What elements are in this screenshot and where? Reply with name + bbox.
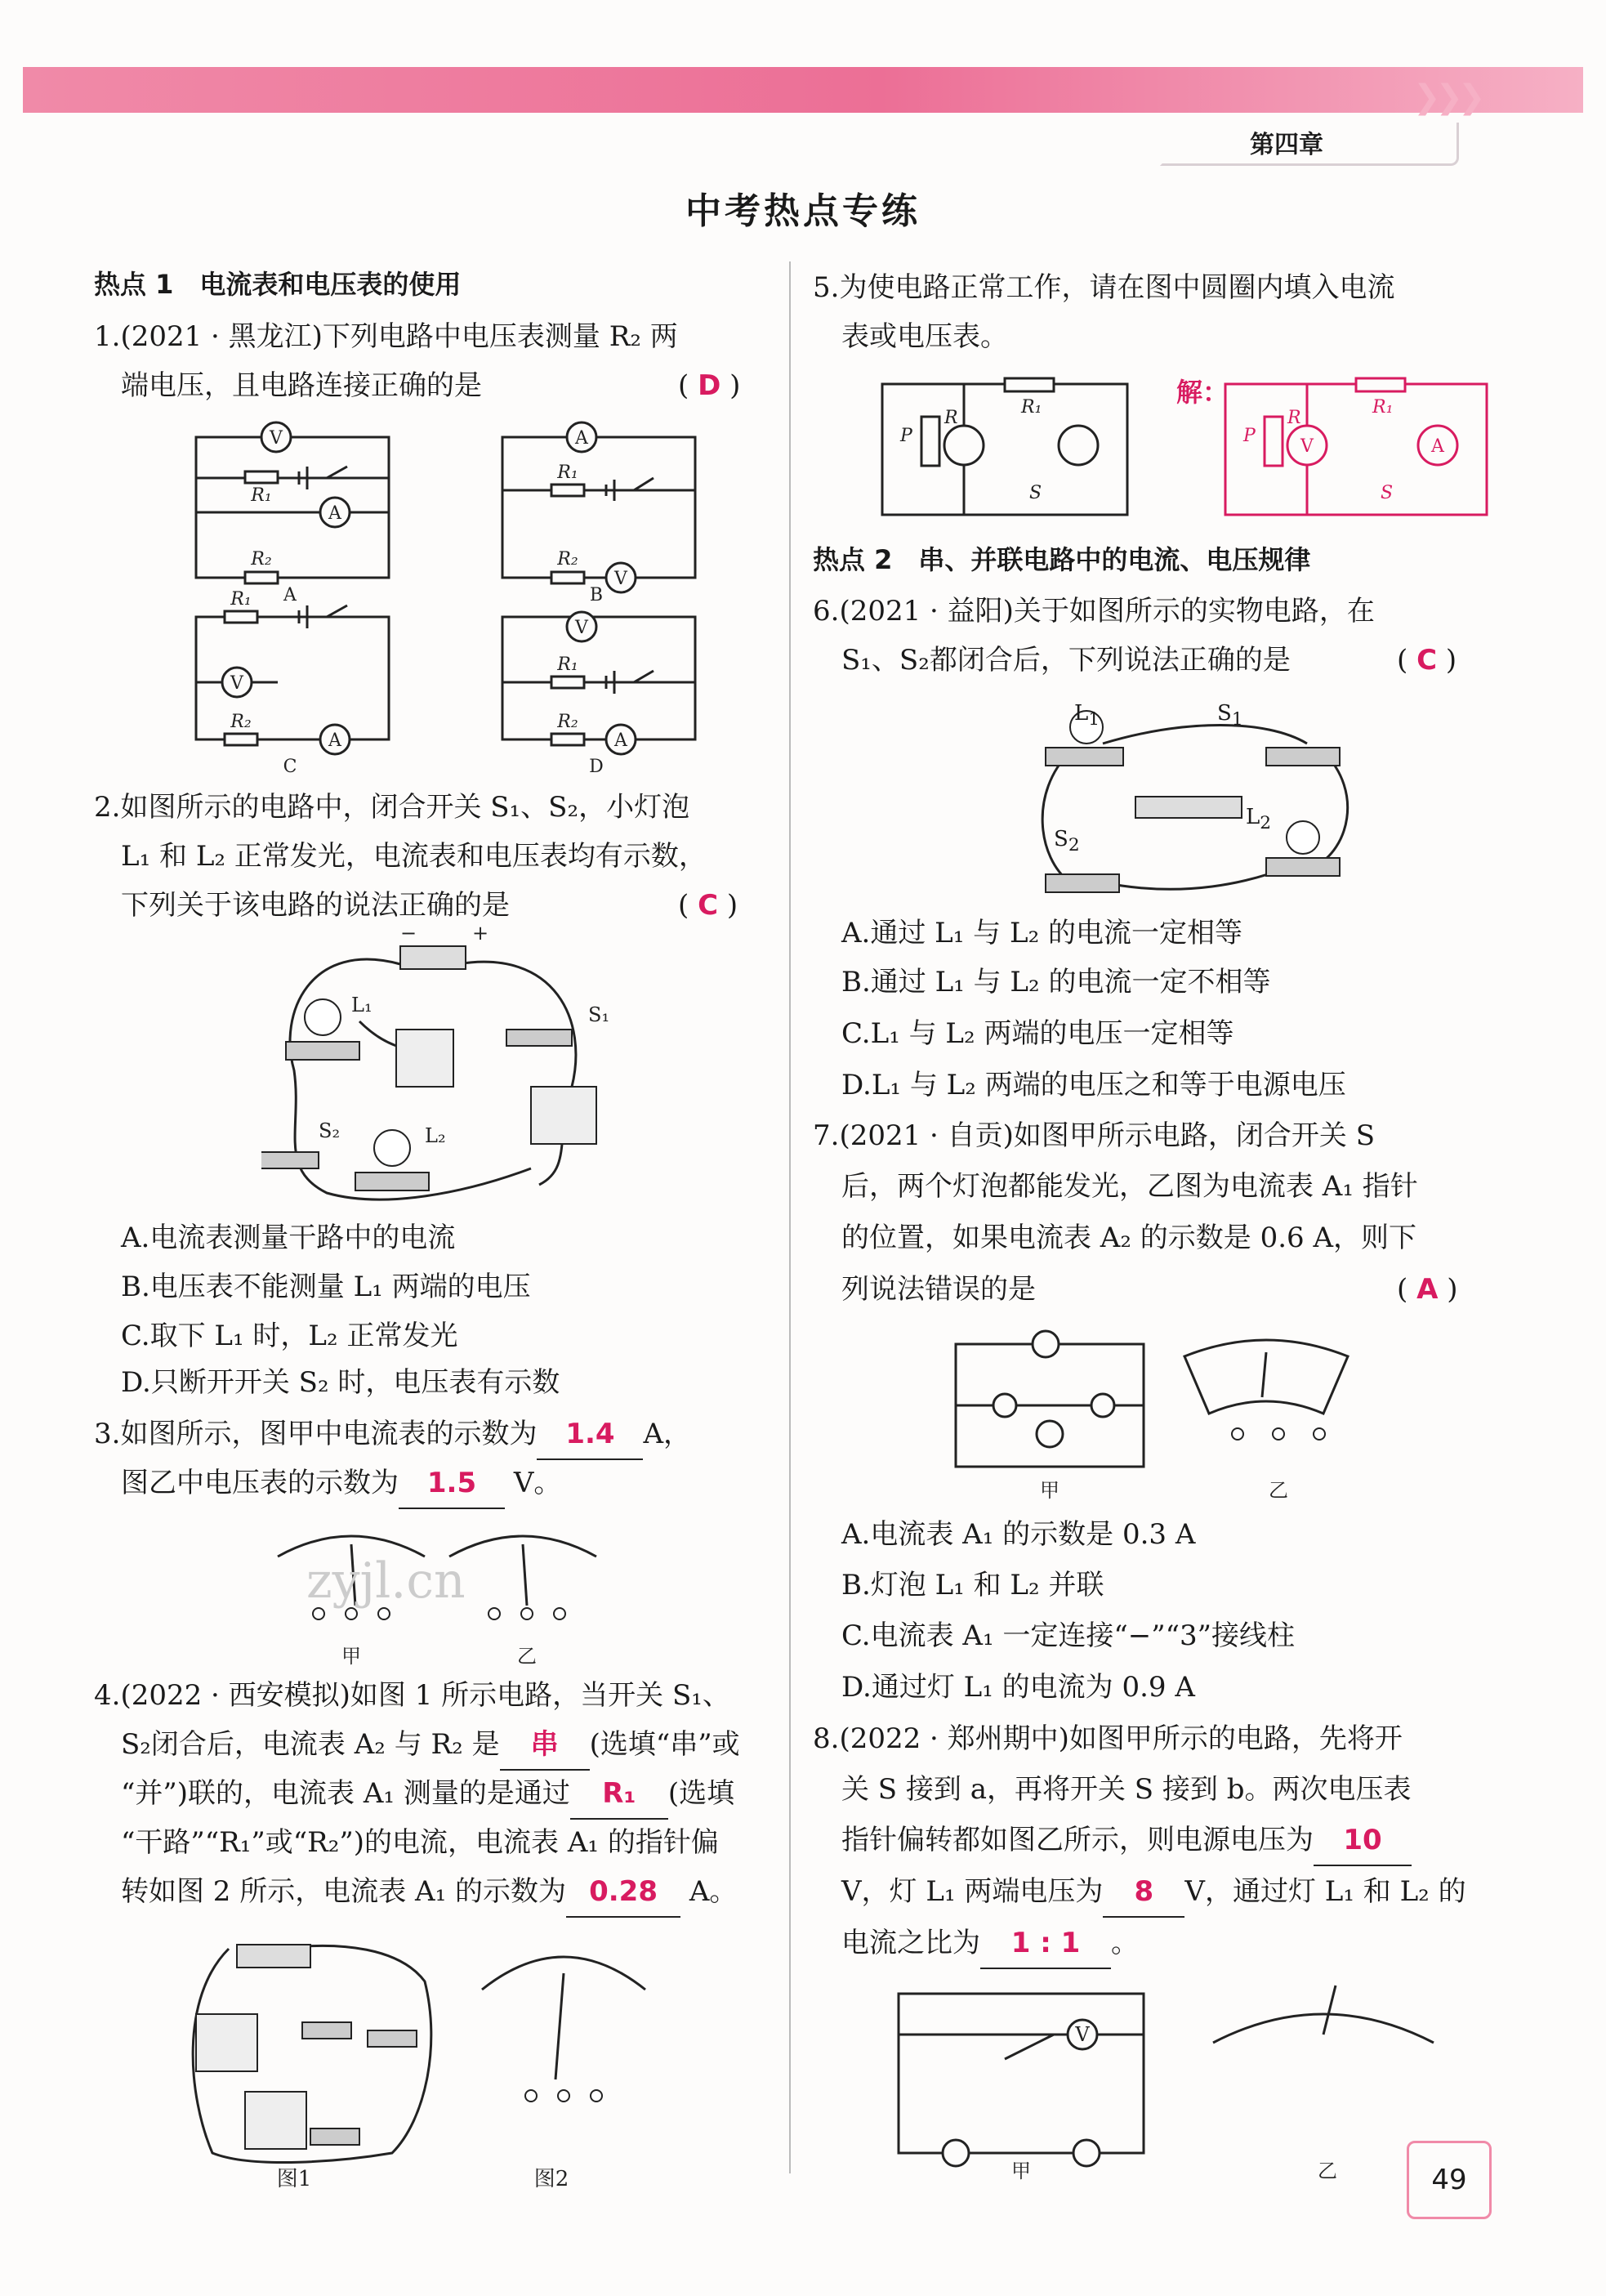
q7-option-c: C.电流表 A₁ 一定连接“−”“3”接线柱 xyxy=(841,1619,1296,1652)
svg-text:R₂: R₂ xyxy=(557,712,578,732)
chapter-label: 第四章 xyxy=(1250,131,1323,159)
q2-line3: 下列关于该电路的说法正确的是 xyxy=(121,889,510,922)
q6-l1-label: $L_1$ xyxy=(1074,701,1100,730)
q1-answer: ( D ) xyxy=(678,369,741,402)
q6-l2-label: $L_2$ xyxy=(1246,805,1272,834)
svg-text:−: − xyxy=(400,923,417,945)
svg-text:R: R xyxy=(944,408,958,428)
q8-line1: 8.(2022 · 郑州期中)如图甲所示的电路，先将开 xyxy=(813,1722,1403,1755)
q2-answer: ( C ) xyxy=(678,889,738,922)
svg-text:V: V xyxy=(575,618,588,638)
svg-text:R₁: R₁ xyxy=(1372,397,1394,418)
q2-option-c: C.取下 L₁ 时，L₂ 正常发光 xyxy=(121,1320,458,1352)
svg-text:A: A xyxy=(1431,436,1444,457)
q7-line2: 后，两个灯泡都能发光，乙图为电流表 A₁ 指针 xyxy=(841,1170,1418,1203)
q4-blank-2: 串 xyxy=(500,1720,590,1771)
q3-meter-diagrams xyxy=(261,1508,645,1671)
svg-text:R₁: R₁ xyxy=(230,589,252,610)
svg-text:S₁: S₁ xyxy=(588,1003,610,1026)
q2-physical-circuit xyxy=(261,923,629,1217)
svg-text:R₁: R₁ xyxy=(557,654,578,675)
q8-line5: 电流之比为 1 : 1 。 xyxy=(841,1919,1139,1969)
q8-blank-4: 8 xyxy=(1103,1867,1184,1918)
q4-blank-3: R₁ xyxy=(570,1769,668,1820)
q2-option-d: D.只断开开关 S₂ 时，电压表有示数 xyxy=(121,1366,560,1399)
svg-text:B: B xyxy=(589,585,604,605)
q8-blank-3: 10 xyxy=(1314,1816,1412,1866)
section-heading-1: 热点 1 电流表和电压表的使用 xyxy=(94,269,462,300)
q7-answer: ( A ) xyxy=(1397,1273,1458,1306)
q7-figures xyxy=(939,1324,1479,1503)
q3-line2: 图乙中电压表的示数为 1.5 V。 xyxy=(121,1458,561,1509)
q5-circuit-solution xyxy=(1209,368,1519,531)
q5-solution-label: 解： xyxy=(1176,377,1229,408)
svg-text:V: V xyxy=(614,569,627,589)
svg-text:V: V xyxy=(1300,436,1314,457)
q6-s2-label: $S_2$ xyxy=(1054,827,1080,856)
svg-text:L₂: L₂ xyxy=(425,1124,446,1147)
svg-text:A: A xyxy=(283,585,297,605)
page-title: 中考热点专练 xyxy=(685,190,921,232)
chevron-right-icon: ❯❯❯ xyxy=(1413,78,1481,116)
svg-text:A: A xyxy=(575,428,588,449)
q6-option-d: D.L₁ 与 L₂ 两端的电压之和等于电源电压 xyxy=(841,1069,1346,1101)
q5-line2: 表或电压表。 xyxy=(841,320,1008,353)
q8-line4: V，灯 L₁ 两端电压为 8 V，通过灯 L₁ 和 L₂ 的 xyxy=(841,1867,1466,1918)
q4-line5: 转如图 2 所示，电流表 A₁ 的示数为 0.28 A。 xyxy=(121,1867,737,1918)
q8-line2: 关 S 接到 a，再将开关 S 接到 b。两次电压表 xyxy=(841,1773,1412,1806)
svg-text:甲: 甲 xyxy=(1040,1479,1060,1502)
svg-text:甲: 甲 xyxy=(341,1645,361,1668)
svg-text:R: R xyxy=(1287,408,1301,428)
q5-line1: 5.为使电路正常工作，请在图中圆圈内填入电流 xyxy=(813,271,1395,304)
q1-line1: 1.(2021 · 黑龙江)下列电路中电压表测量 R₂ 两 xyxy=(94,320,678,353)
q4-line3: “并”)联的，电流表 A₁ 测量的是通过 R₁ (选填 xyxy=(121,1769,734,1820)
q7-option-d: D.通过灯 L₁ 的电流为 0.9 A xyxy=(841,1671,1195,1704)
svg-text:A: A xyxy=(328,730,341,751)
svg-text:S: S xyxy=(1029,483,1042,503)
q6-option-b: B.通过 L₁ 与 L₂ 的电流一定不相等 xyxy=(841,966,1271,998)
q8-line3: 指针偏转都如图乙所示，则电源电压为 10 xyxy=(841,1816,1412,1866)
column-divider xyxy=(789,261,791,2173)
q4-line2: S₂闭合后，电流表 A₂ 与 R₂ 是 串 (选填“串”或 xyxy=(121,1720,740,1771)
q2-option-b: B.电压表不能测量 L₁ 两端的电压 xyxy=(121,1271,531,1303)
q7-option-b: B.灯泡 L₁ 和 L₂ 并联 xyxy=(841,1569,1104,1601)
svg-text:R₁: R₁ xyxy=(1021,397,1042,418)
svg-text:图1: 图1 xyxy=(276,2167,312,2191)
svg-text:乙: 乙 xyxy=(1318,2160,1337,2182)
q6-answer: ( C ) xyxy=(1397,644,1457,677)
svg-text:乙: 乙 xyxy=(1269,1479,1288,1502)
svg-text:R₁: R₁ xyxy=(251,485,272,506)
svg-text:V: V xyxy=(1075,2023,1090,2046)
svg-text:P: P xyxy=(1243,426,1256,446)
svg-text:C: C xyxy=(283,757,297,777)
q6-line2: S₁、S₂都闭合后，下列说法正确的是 xyxy=(841,644,1291,677)
svg-text:D: D xyxy=(589,757,604,777)
q6-option-c: C.L₁ 与 L₂ 两端的电压一定相等 xyxy=(841,1017,1234,1050)
svg-text:zyjl.cn: zyjl.cn xyxy=(306,1552,466,1610)
q2-option-a: A.电流表测量干路中的电流 xyxy=(121,1222,456,1254)
q2-line2: L₁ 和 L₂ 正常发光，电流表和电压表均有示数， xyxy=(121,840,707,873)
page-number: 49 xyxy=(1407,2141,1492,2219)
q8-blank-5: 1 : 1 xyxy=(980,1919,1111,1969)
svg-text:S: S xyxy=(1381,483,1394,503)
svg-text:+: + xyxy=(472,923,489,945)
q4-line1: 4.(2022 · 西安模拟)如图 1 所示电路，当开关 S₁、 xyxy=(94,1679,730,1712)
q2-line1: 2.如图所示的电路中，闭合开关 S₁、S₂，小灯泡 xyxy=(94,791,690,824)
q6-s1-label: $S_1$ xyxy=(1217,701,1243,730)
q7-line3: 的位置，如果电流表 A₂ 的示数是 0.6 A，则下 xyxy=(841,1222,1417,1254)
section-heading-2: 热点 2 串、并联电路中的电流、电压规律 xyxy=(813,544,1311,575)
svg-text:图2: 图2 xyxy=(533,2167,569,2191)
q3-blank-1: 1.4 xyxy=(537,1409,643,1460)
q1-circuit-diagrams xyxy=(180,413,752,797)
svg-text:V: V xyxy=(270,428,283,449)
svg-text:R₂: R₂ xyxy=(230,712,252,732)
q4-line4: “干路”“R₁”或“R₂”)的电流，电流表 A₁ 的指针偏 xyxy=(121,1826,719,1859)
q3-blank-2: 1.5 xyxy=(399,1458,505,1509)
q7-line4: 列说法错误的是 xyxy=(841,1273,1036,1306)
svg-text:A: A xyxy=(614,730,627,751)
svg-text:R₂: R₂ xyxy=(557,549,578,570)
q1-line2: 端电压，且电路连接正确的是 xyxy=(121,369,482,402)
q4-blank-5: 0.28 xyxy=(566,1867,680,1918)
q6-line1: 6.(2021 · 益阳)关于如图所示的实物电路，在 xyxy=(813,595,1375,628)
q4-figures xyxy=(180,1916,711,2194)
svg-text:R₂: R₂ xyxy=(251,549,272,570)
svg-text:L₁: L₁ xyxy=(351,994,373,1016)
q5-circuit-question xyxy=(866,368,1176,531)
svg-text:甲: 甲 xyxy=(1011,2160,1031,2182)
q8-figures xyxy=(890,1977,1479,2182)
svg-text:P: P xyxy=(900,426,912,446)
q7-line1: 7.(2021 · 自贡)如图甲所示电路，闭合开关 S xyxy=(813,1119,1376,1152)
header-band xyxy=(23,67,1583,113)
svg-text:R₁: R₁ xyxy=(557,462,578,483)
q7-option-a: A.电流表 A₁ 的示数是 0.3 A xyxy=(841,1518,1196,1551)
q6-option-a: A.通过 L₁ 与 L₂ 的电流一定相等 xyxy=(841,917,1243,949)
svg-text:S₂: S₂ xyxy=(319,1119,341,1142)
q3-line1: 3.如图所示，图甲中电流表的示数为 1.4 A， xyxy=(94,1409,691,1460)
svg-text:A: A xyxy=(328,503,341,524)
svg-text:V: V xyxy=(230,673,243,694)
q6-physical-circuit xyxy=(1021,695,1364,907)
svg-text:乙: 乙 xyxy=(517,1645,537,1668)
